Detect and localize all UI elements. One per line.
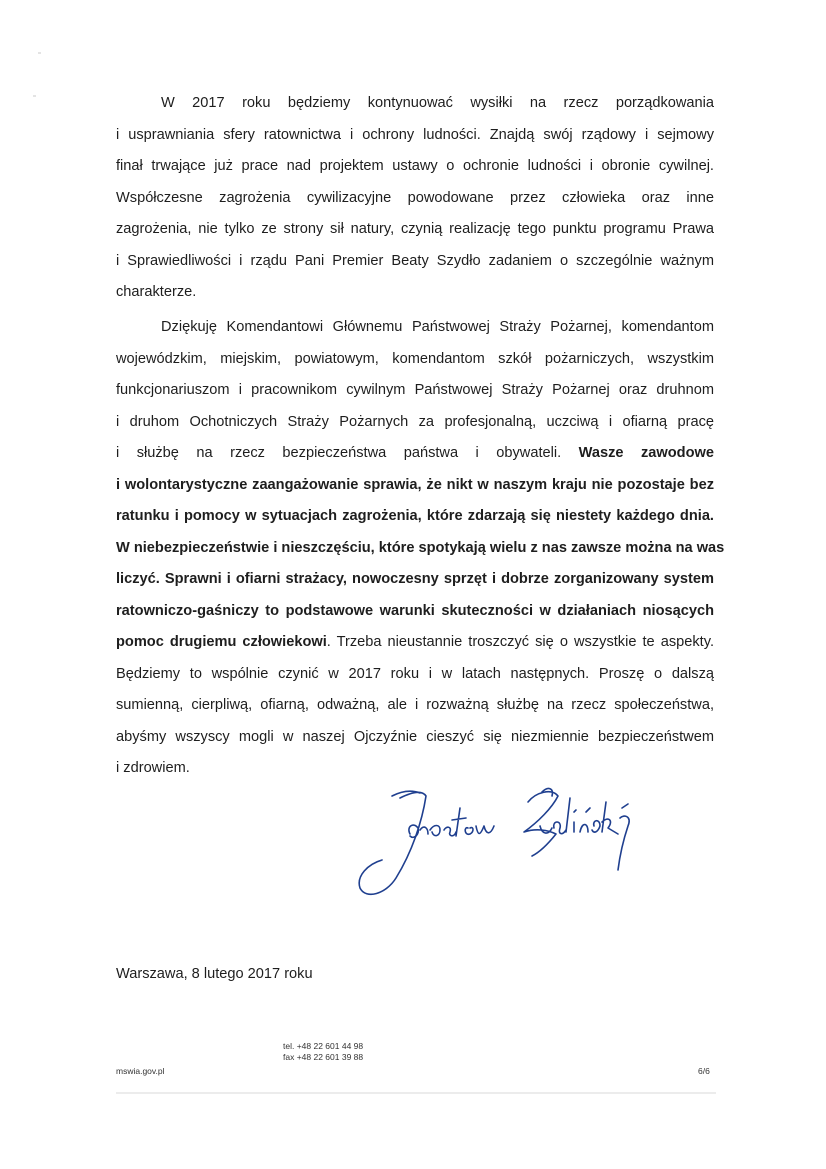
contact-info <box>283 1041 363 1063</box>
text-bold: Wasze zawodowe <box>578 445 714 461</box>
paragraph-2 <box>116 312 725 785</box>
page-number: 6/6 <box>698 1066 710 1076</box>
text-line-bold: ratunku i pomocy w sytuacjach zagrożenia, które zdarzają się niestety każdego dnia. <box>116 508 714 524</box>
text-line: abyśmy wszyscy mogli w naszej Ojczyźnie cieszyć się niezmiennie bezpieczeństwem <box>116 728 714 745</box>
text-line: i druhom Ochotniczych Straży Pożarnych za profesjonalną, uczciwą i ofiarną pracę <box>116 413 714 430</box>
text-bold: pomoc drugiemu człowiekowi <box>116 634 327 650</box>
text-line: charakterze. <box>116 284 197 300</box>
text-line: finał trwające już prace nad projektem ustawy o ochronie ludności i obronie cywilnej. <box>116 158 714 174</box>
scan-speck <box>33 95 36 97</box>
text-line: W 2017 roku będziemy kontynuować wysiłki na rzecz porządkowania <box>161 95 714 111</box>
scan-speck <box>38 52 41 54</box>
text-line: i Sprawiedliwości i rządu Pani Premier Beaty Szydło zadaniem o szczególnie ważnym <box>116 252 714 269</box>
footer-rule <box>116 1092 716 1094</box>
text-line: funkcjonariuszom i pracownikom cywilnym Państwowej Straży Pożarnej oraz druhnom <box>116 382 714 398</box>
text-line: i usprawniania sfery ratownictwa i ochrony ludności. Znajdą swój rządowy i sejmowy <box>116 126 714 143</box>
text-normal: i służbę na rzecz bezpieczeństwa państwa i obywateli. <box>116 445 562 461</box>
text-line: Będziemy to wspólnie czynić w 2017 roku i w latach następnych. Proszę o dalszą <box>116 665 714 682</box>
text-line-bold: ratowniczo-gaśniczy to podstawowe warunki skuteczności w działaniach niosących <box>116 602 714 619</box>
text-line: sumienną, cierpliwą, ofiarną, odważną, ale i rozważną służbę na rzecz społeczeństwa, <box>116 697 714 713</box>
text-line: i zdrowiem. <box>116 760 190 776</box>
text-line-bold: liczyć. Sprawni i ofiarni strażacy, nowoczesny sprzęt i dobrze zorganizowany system <box>116 571 714 587</box>
text-line <box>116 438 714 470</box>
text-line: Dziękuję Komendantowi Głównemu Państwowej Straży Pożarnej, komendantom <box>161 319 714 335</box>
date-line: Warszawa, 8 lutego 2017 roku <box>116 966 313 982</box>
phone-number: tel. +48 22 601 44 98 <box>283 1041 364 1051</box>
text-line: zagrożenia, nie tylko ze strony sił natury, czynią realizację tego punktu programu Prawa <box>116 221 714 237</box>
text-normal: . Trzeba nieustannie troszczyć się o wszystkie te aspekty. <box>326 634 714 650</box>
text-line-bold: W niebezpieczeństwie i nieszczęściu, które spotykają wielu z nas zawsze można na was <box>116 539 725 556</box>
website-text: mswia.gov.pl <box>116 1066 165 1076</box>
fax-number: fax +48 22 601 39 88 <box>283 1052 364 1062</box>
text-line: wojewódzkim, miejskim, powiatowym, komendantom szkół pożarniczych, wszystkim <box>116 350 714 367</box>
paragraph-1 <box>116 88 714 309</box>
handwritten-signature <box>352 772 682 900</box>
text-line-bold: i wolontarystyczne zaangażowanie sprawia, że nikt w naszym kraju nie pozostaje bez <box>116 476 714 493</box>
text-line <box>116 627 714 659</box>
text-line: Współczesne zagrożenia cywilizacyjne powodowane przez człowieka oraz inne <box>116 189 714 206</box>
